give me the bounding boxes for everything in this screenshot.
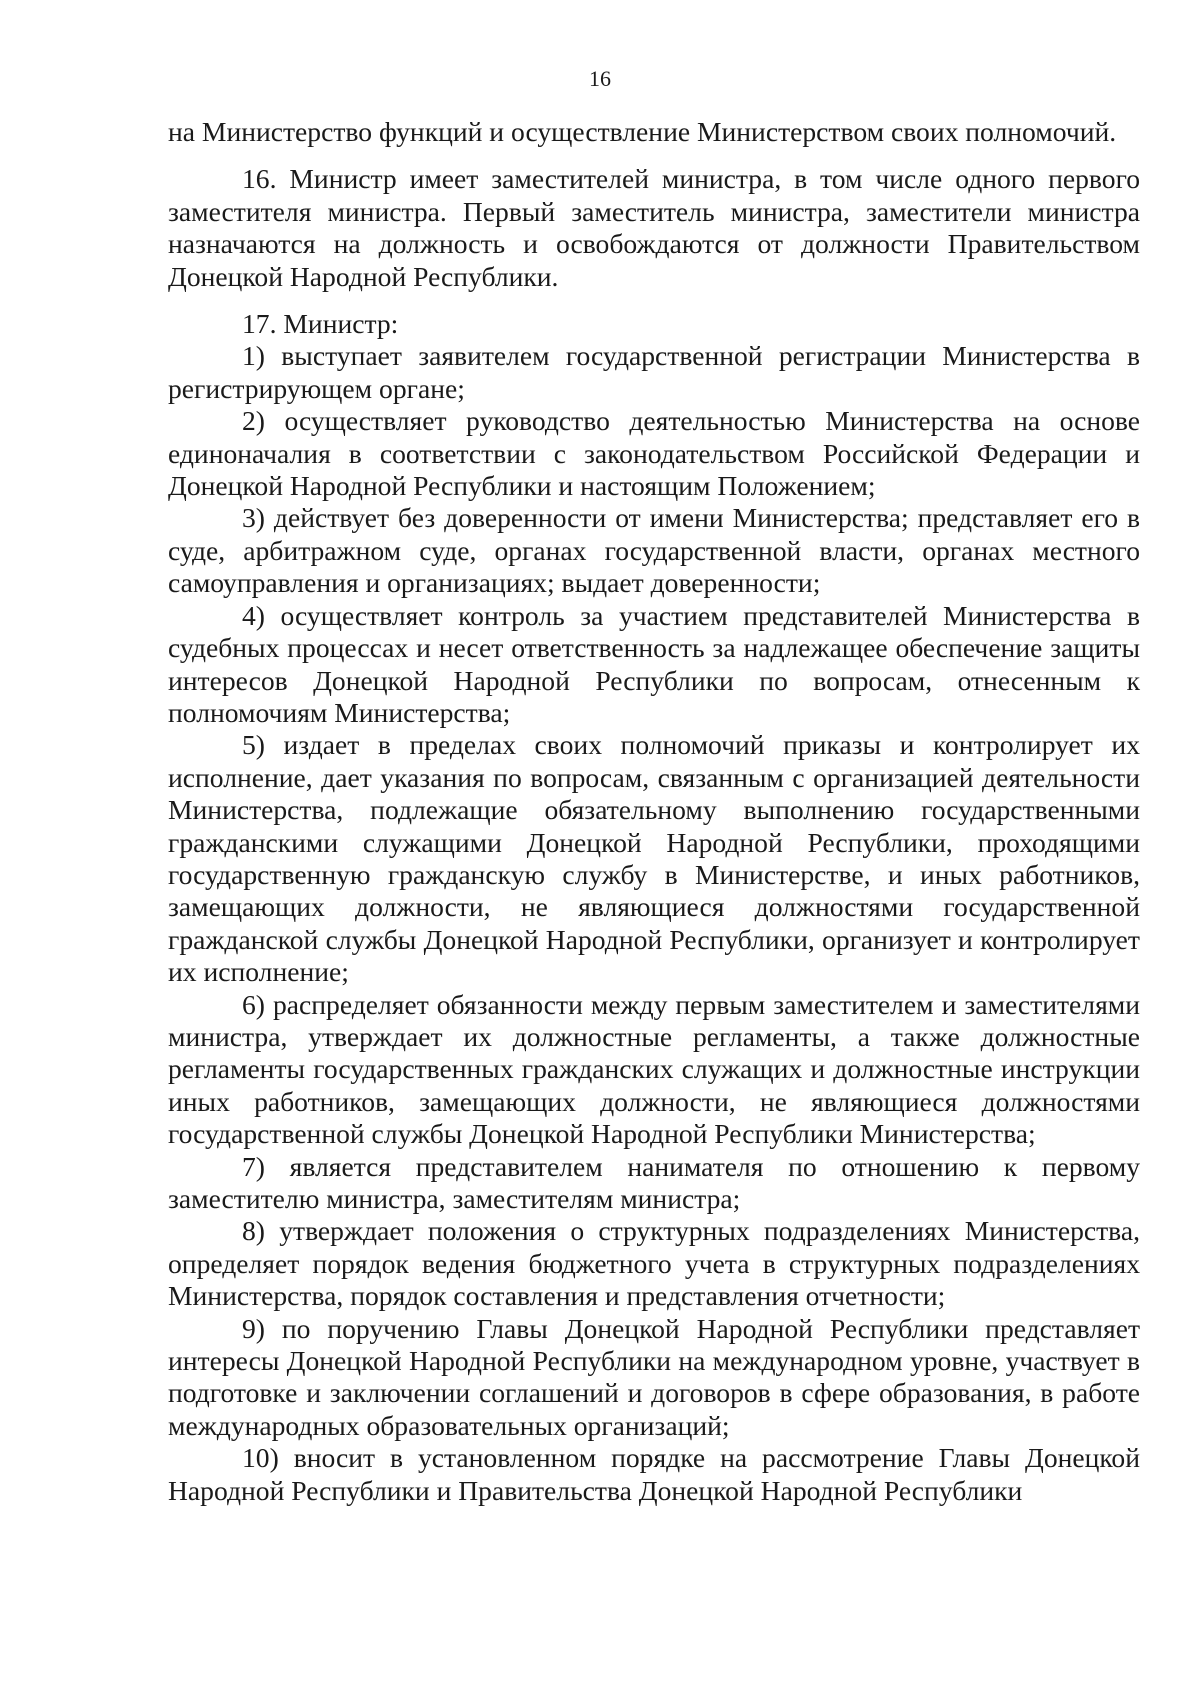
subitem-1: 1) выступает заявителем государственной регистрации Министерства в регистрирующем органе;	[168, 340, 1140, 404]
paragraph-item-16: 16. Министр имеет заместителей министра, в том числе одного первого заместителя министра. Первый заместитель министра, заместители министра назначаются на должность и освобождаются от должности Правительством Донецкой Народной Республики.	[168, 163, 1140, 292]
paragraph-continuation: на Министерство функций и осуществление Министерством своих полномочий.	[168, 116, 1117, 147]
subitem-3: 3) действует без доверенности от имени Министерства; представляет его в суде, арбитражном суде, органах государственной власти, органах местного самоуправления и организациях; выдает доверенности;	[168, 502, 1140, 599]
subitem-8: 8) утверждает положения о структурных подразделениях Министерства, определяет порядок ведения бюджетного учета в структурных подразделениях Министерства, порядок составления и представления отчетности;	[168, 1215, 1140, 1312]
page-number: 16	[589, 66, 611, 91]
subitem-5: 5) издает в пределах своих полномочий приказы и контролирует их исполнение, дает указания по вопросам, связанным с организацией деятельности Министерства, подлежащие обязательному выполнению государственными гражданскими служащими Донецкой Народной Республики, проходящими государственную гражданскую службу в Министерстве, и иных работников, замещающих должности, не являющиеся должностями государственной гражданской службы Донецкой Народной Республики, организует и контролирует их исполнение;	[168, 729, 1140, 988]
subitem-4: 4) осуществляет контроль за участием представителей Министерства в судебных процессах и несет ответственность за надлежащее обеспечение защиты интересов Донецкой Народной Республики по вопросам, отнесенным к полномочиям Министерства;	[168, 599, 1140, 728]
document-body	[168, 116, 1140, 1507]
subitem-2: 2) осуществляет руководство деятельностью Министерства на основе единоначалия в соответствии с законодательством Российской Федерации и Донецкой Народной Республики и настоящим Положением;	[168, 405, 1140, 502]
subitem-9: 9) по поручению Главы Донецкой Народной Республики представляет интересы Донецкой Народной Республики на международном уровне, участвует в подготовке и заключении соглашений и договоров в сфере образования, в работе международных образовательных организаций;	[168, 1312, 1140, 1441]
subitem-10: 10) вносит в установленном порядке на рассмотрение Главы Донецкой Народной Республики и Правительства Донецкой Народной Республики	[168, 1442, 1140, 1506]
subitem-6: 6) распределяет обязанности между первым заместителем и заместителями министра, утверждает их должностные регламенты, а также должностные регламенты государственных гражданских служащих и должностные инструкции иных работников, замещающих должности, не являющиеся должностями государственной службы Донецкой Народной Республики Министерства;	[168, 988, 1140, 1150]
subitem-7: 7) является представителем нанимателя по отношению к первому заместителю министра, заместителям министра;	[168, 1150, 1140, 1214]
paragraph-item-17-heading: 17. Министр:	[242, 308, 399, 340]
